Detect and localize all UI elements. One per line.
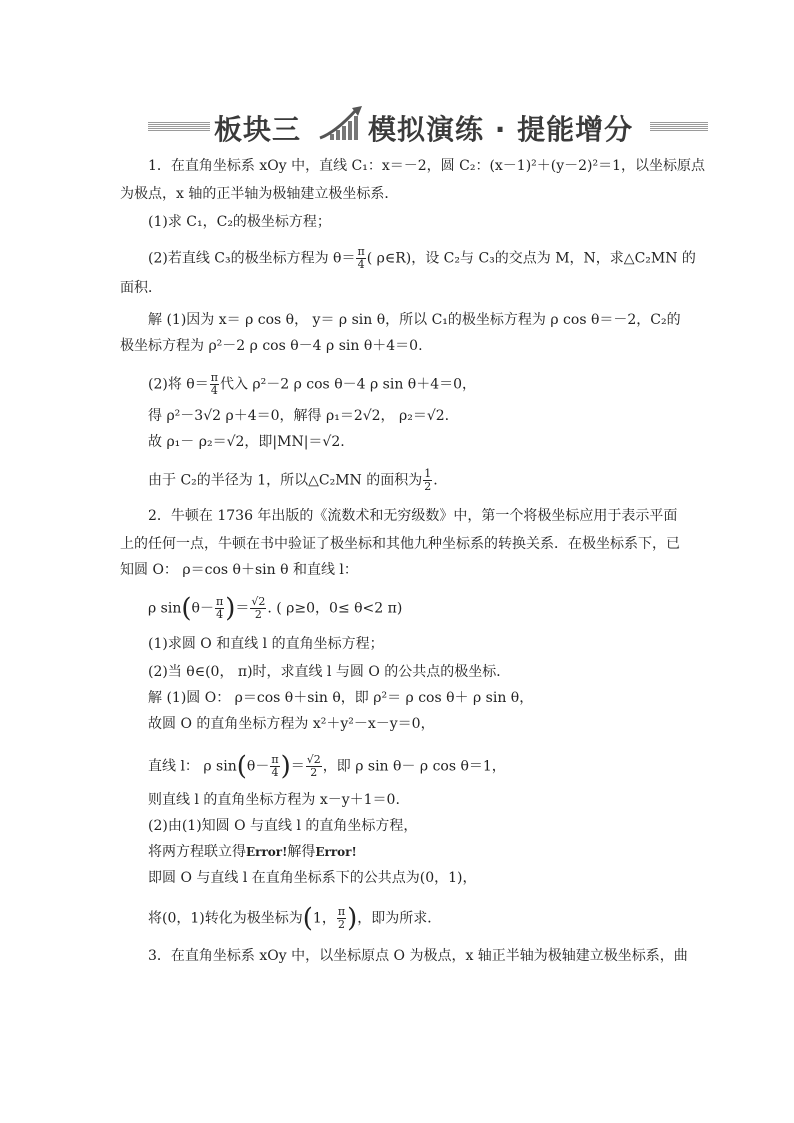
solution-2-line-8 — [148, 903, 442, 934]
problem-1-line-2: 为极点，x 轴的正半轴为极轴建立极坐标系． — [120, 186, 399, 202]
problem-3-line-1: 3．在直角坐标系 xOy 中，以坐标原点 O 为极点，x 轴正半轴为极轴建立极坐标系，曲 — [148, 948, 688, 964]
fraction — [356, 246, 365, 271]
fraction-denominator: 4 — [357, 258, 365, 271]
text-segment: ，即为所求． — [357, 910, 442, 927]
fraction-numerator: 1 — [424, 467, 432, 480]
text-segment: ＝ — [235, 600, 250, 617]
fraction — [270, 754, 279, 779]
header-left-title: 板块三 — [214, 113, 302, 146]
solution-1-line-1: 解 (1)因为 x＝ ρ cos θ， y＝ ρ sin θ，所以 C₁的极坐标方程为 ρ cos θ＝－2，C₂的 — [148, 312, 681, 328]
right-paren: ) — [347, 903, 358, 934]
rising-bars-icon — [316, 104, 366, 144]
solution-1-line-2: 极坐标方程为 ρ²－2 ρ cos θ－4 ρ sin θ＋4＝0. — [120, 338, 423, 354]
fraction-denominator: 4 — [271, 766, 279, 779]
left-paren: ( — [181, 593, 192, 624]
text-segment: ( ρ∈R)，设 C₂与 C₃的交点为 M，N，求△C₂MN 的 — [366, 250, 696, 267]
fraction-numerator: π — [215, 595, 224, 608]
fraction-denominator: 4 — [210, 384, 218, 397]
fraction — [210, 372, 219, 397]
fraction-denominator: 2 — [337, 918, 345, 931]
fraction-denominator: 2 — [254, 608, 262, 621]
solution-2-line-3 — [148, 751, 506, 782]
fraction-numerator: π — [337, 905, 346, 918]
problem-2-line-1: 2．牛顿在 1736 年出版的《流数术和无穷级数》中，第一个将极坐标应用于表示平面 — [148, 508, 678, 524]
text-segment: θ－ — [191, 600, 214, 617]
fraction-numerator: π — [271, 753, 279, 766]
text-segment: 1， — [312, 910, 336, 927]
text-segment: 代入 ρ²－2 ρ cos θ－4 ρ sin θ＋4＝0， — [219, 376, 477, 393]
fraction-denominator: 2 — [424, 480, 432, 493]
text-segment: 将(0，1)转化为极坐标为 — [148, 910, 303, 927]
text-segment: 直线 l： ρ sin — [148, 758, 237, 775]
fraction-numerator: √2 — [306, 753, 321, 766]
error-placeholder: Error! — [315, 845, 357, 859]
solution-2-line-6 — [148, 842, 357, 862]
text-segment: 由于 C₂的半径为 1，所以△C₂MN 的面积为 — [148, 472, 423, 489]
text-segment: 解得 — [287, 844, 316, 860]
fraction — [423, 468, 432, 493]
error-placeholder: Error! — [246, 845, 288, 859]
solution-2-line-7: 即圆 O 与直线 l 在直角坐标系下的公共点为(0，1)， — [148, 870, 477, 886]
fraction — [250, 596, 266, 621]
solution-2-line-5: (2)由(1)知圆 O 与直线 l 的直角坐标方程， — [148, 818, 418, 834]
solution-1-line-6 — [148, 468, 438, 493]
problem-1-part-1: (1)求 C₁，C₂的极坐标方程； — [148, 214, 331, 230]
header-rule-right — [650, 122, 708, 131]
right-paren: ) — [225, 593, 236, 624]
problem-1-part-2-cont: 面积． — [120, 280, 162, 296]
left-paren: ( — [236, 751, 247, 782]
solution-2-line-4: 则直线 l 的直角坐标方程为 x－y＋1＝0. — [148, 792, 400, 808]
text-segment: ＝ — [290, 758, 305, 775]
right-paren: ) — [280, 751, 291, 782]
problem-1-line-1: 1．在直角坐标系 xOy 中，直线 C₁：x＝－2，圆 C₂：(x－1)²＋(y－2)²＝1，以坐标原点 — [148, 158, 706, 174]
text-segment: θ－ — [246, 758, 270, 775]
fraction-numerator: π — [357, 245, 365, 258]
problem-1-part-2 — [148, 246, 696, 271]
problem-2-equation — [148, 593, 403, 624]
solution-1-line-5: 故 ρ₁－ ρ₂＝√2，即|MN|＝√2. — [148, 434, 345, 450]
fraction-denominator: 2 — [310, 766, 318, 779]
header-right-title: 模拟演练 · 提能增分 — [368, 113, 634, 146]
solution-2-line-2: 故圆 O 的直角坐标方程为 x²＋y²－x－y＝0， — [148, 716, 435, 732]
fraction-numerator: π — [210, 371, 218, 384]
problem-2-part-1: (1)求圆 O 和直线 l 的直角坐标方程； — [148, 636, 384, 652]
problem-2-part-2: (2)当 θ∈(0， π)时，求直线 l 与圆 O 的公共点的极坐标． — [148, 664, 511, 680]
fraction — [337, 906, 346, 931]
text-segment: . — [433, 472, 438, 489]
text-segment: . ( ρ≥0，0≤ θ<2 π) — [267, 600, 403, 617]
left-paren: ( — [302, 903, 313, 934]
fraction-numerator: √2 — [251, 595, 266, 608]
problem-2-line-2: 上的任何一点，牛顿在书中验证了极坐标和其他九种坐标系的转换关系．在极坐标系下，已 — [120, 536, 680, 552]
section-header — [148, 104, 708, 148]
text-segment: 将两方程联立得 — [148, 844, 246, 860]
text-segment: (2)将 θ＝ — [148, 376, 209, 393]
text-segment: ，即 ρ sin θ－ ρ cos θ＝1， — [322, 758, 506, 775]
solution-1-line-4: 得 ρ²－3√2 ρ＋4＝0，解得 ρ₁＝2√2， ρ₂＝√2. — [148, 408, 450, 424]
solution-1-line-3 — [148, 372, 476, 397]
text-segment: (2)若直线 C₃的极坐标方程为 θ＝ — [148, 250, 356, 267]
fraction — [215, 596, 224, 621]
problem-2-line-3: 知圆 O： ρ＝cos θ＋sin θ 和直线 l： — [120, 562, 358, 578]
fraction — [306, 754, 322, 779]
fraction-denominator: 4 — [216, 608, 224, 621]
header-rule-left — [148, 122, 210, 131]
solution-2-line-1: 解 (1)圆 O： ρ＝cos θ＋sin θ，即 ρ²＝ ρ cos θ＋ ρ sin θ， — [148, 690, 534, 706]
text-segment: ρ sin — [148, 600, 182, 617]
